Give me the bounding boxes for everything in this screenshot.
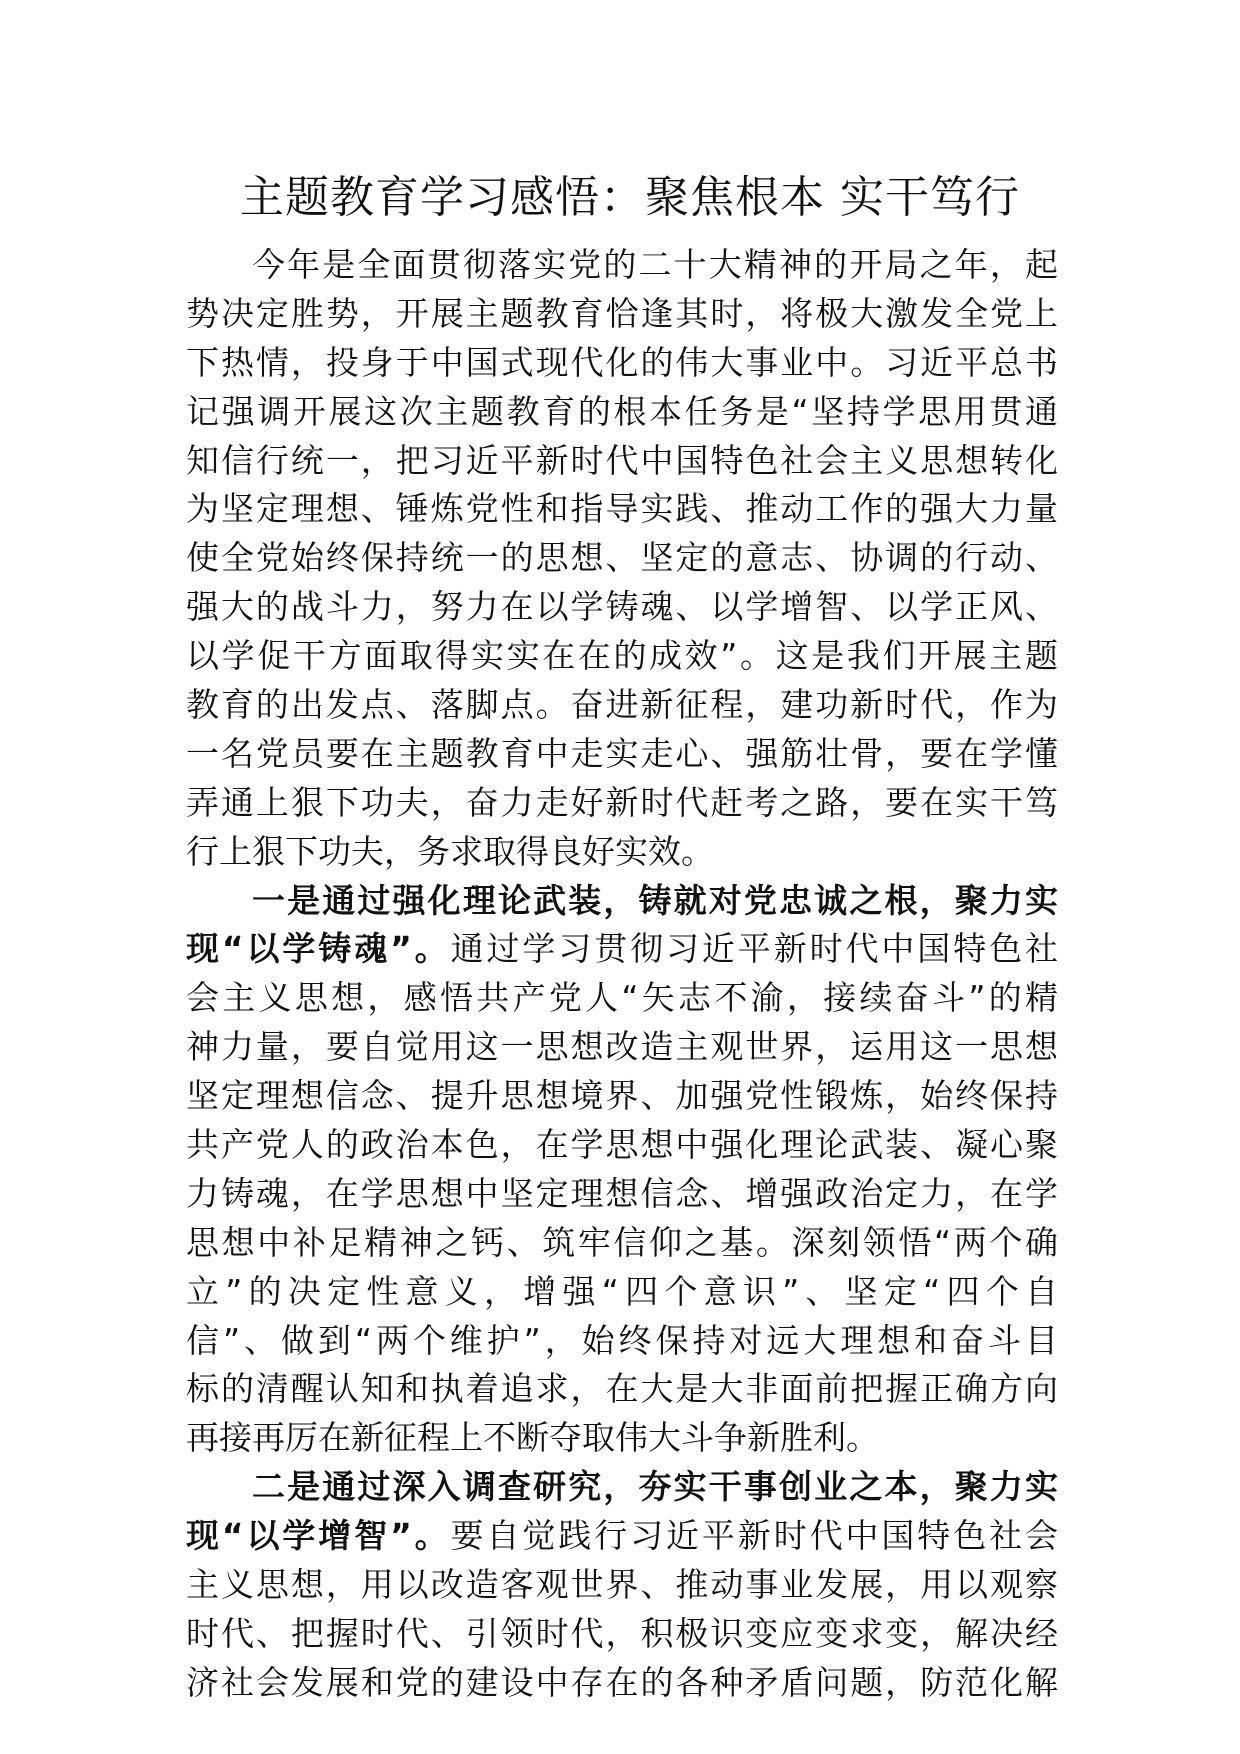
body-text: 时代、把握时代、引领时代，积极识变应变求变，解决经 (186, 1613, 1058, 1653)
text-line (186, 1317, 1058, 1366)
text-line (186, 1365, 1058, 1414)
body-text: 记强调开展这次主题教育的根本任务是“坚持学思用贯通 (186, 391, 1058, 431)
body-text: 下热情，投身于中国式现代化的伟大事业中。习近平总书 (186, 342, 1058, 382)
body-text: 信”、做到“两个维护”，始终保持对远大理想和奋斗目 (186, 1320, 1058, 1360)
text-line (186, 339, 1058, 388)
paragraph (186, 1463, 1058, 1707)
text-line (186, 1414, 1058, 1463)
text-line (186, 1512, 1058, 1561)
text-line (186, 877, 1058, 926)
text-line (186, 1268, 1058, 1317)
body-text: 济社会发展和党的建设中存在的各种矛盾问题，防范化解 (186, 1662, 1058, 1702)
emphasized-text: 一是通过强化理论武装，铸就对党忠诚之根，聚力实 (252, 880, 1058, 920)
text-line (186, 1610, 1058, 1659)
document-title: 主题教育学习感悟：聚焦根本 实干笃行 (240, 172, 1020, 223)
emphasized-text: 现“以学增智”。 (186, 1516, 451, 1556)
text-line (186, 1170, 1058, 1219)
emphasized-text: 二是通过深入调查研究，夯实干事创业之本，聚力实 (252, 1467, 1058, 1507)
body-text: 力铸魂，在学思想中坚定理想信念、增强政治定力，在学 (186, 1173, 1058, 1213)
text-line (186, 1023, 1058, 1072)
text-line (186, 290, 1058, 339)
text-line (186, 437, 1058, 486)
body-text: 强大的战斗力，努力在以学铸魂、以学增智、以学正风、 (186, 587, 1058, 627)
text-line (186, 974, 1058, 1023)
body-text: 主义思想，用以改造客观世界、推动事业发展，用以观察 (186, 1565, 1058, 1605)
text-line (186, 1072, 1058, 1121)
text-line (186, 1219, 1058, 1268)
body-text: 再接再厉在新征程上不断夺取伟大斗争新胜利。 (186, 1418, 879, 1458)
text-line (186, 1121, 1058, 1170)
body-text: 会主义思想，感悟共产党人“矢志不渝，接续奋斗”的精 (186, 978, 1058, 1018)
body-text: 通过学习贯彻习近平新时代中国特色社 (450, 929, 1058, 969)
body-text: 势决定胜势，开展主题教育恰逢其时，将极大激发全党上 (186, 293, 1058, 333)
text-line (186, 485, 1058, 534)
text-line (186, 583, 1058, 632)
text-line (186, 681, 1058, 730)
body-text: 坚定理想信念、提升思想境界、加强党性锻炼，始终保持 (186, 1076, 1058, 1116)
body-text: 标的清醒认知和执着追求，在大是大非面前把握正确方向 (186, 1369, 1058, 1409)
text-line (186, 1463, 1058, 1512)
text-line (186, 632, 1058, 681)
text-line (186, 925, 1058, 974)
body-text: 行上狠下功夫，务求取得良好实效。 (186, 831, 714, 871)
text-line (186, 779, 1058, 828)
body-text: 知信行统一，把习近平新时代中国特色社会主义思想转化 (186, 440, 1058, 480)
text-line (186, 1659, 1058, 1708)
body-text: 立”的决定性意义，增强“四个意识”、坚定“四个自 (186, 1271, 1058, 1311)
text-line (186, 388, 1058, 437)
text-line (186, 730, 1058, 779)
document-body (186, 241, 1058, 1708)
body-text: 为坚定理想、锤炼党性和指导实践、推动工作的强大力量 (186, 489, 1058, 529)
text-line (186, 1561, 1058, 1610)
body-text: 使全党始终保持统一的思想、坚定的意志、协调的行动、 (186, 538, 1058, 578)
emphasized-text: 现“以学铸魂”。 (186, 929, 451, 969)
text-line (186, 534, 1058, 583)
body-text: 一名党员要在主题教育中走实走心、强筋壮骨，要在学懂 (186, 733, 1058, 773)
text-line (186, 241, 1058, 290)
body-text: 共产党人的政治本色，在学思想中强化理论武装、凝心聚 (186, 1125, 1058, 1165)
body-text: 要自觉践行习近平新时代中国特色社会 (450, 1516, 1058, 1556)
body-text: 思想中补足精神之钙、筑牢信仰之基。深刻领悟“两个确 (186, 1222, 1058, 1262)
paragraph (186, 241, 1058, 877)
paragraph (186, 877, 1058, 1464)
text-line (186, 828, 1058, 877)
body-text: 教育的出发点、落脚点。奋进新征程，建功新时代，作为 (186, 685, 1058, 725)
body-text: 以学促干方面取得实实在在的成效”。这是我们开展主题 (186, 636, 1058, 676)
body-text: 神力量，要自觉用这一思想改造主观世界，运用这一思想 (186, 1027, 1058, 1067)
body-text: 弄通上狠下功夫，奋力走好新时代赶考之路，要在实干笃 (186, 782, 1058, 822)
body-text: 今年是全面贯彻落实党的二十大精神的开局之年，起 (252, 245, 1058, 284)
